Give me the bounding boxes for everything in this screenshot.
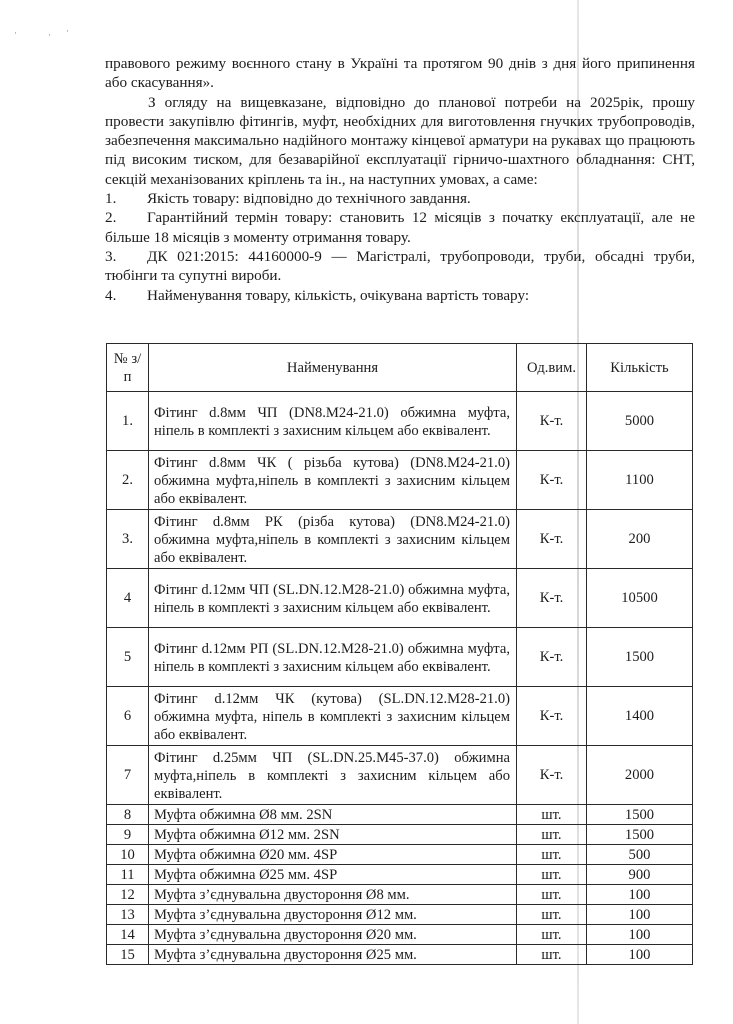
cell-number: 14 — [107, 925, 149, 945]
table-row — [107, 865, 693, 885]
cell-name: Фітинг d.8мм ЧП (DN8.M24-21.0) обжимна муфта, ніпель в комплекті з захисним кільцем або еквівалент. — [149, 392, 517, 451]
cell-quantity: 1400 — [587, 687, 693, 746]
list-item-text: Найменування товару, кількість, очікувана вартість товару: — [147, 286, 530, 304]
cell-quantity: 200 — [587, 510, 693, 569]
cell-quantity: 100 — [587, 885, 693, 905]
cell-name: Муфта з’єднувальна двустороння Ø25 мм. — [149, 945, 517, 965]
cell-quantity: 1500 — [587, 825, 693, 845]
cell-unit: К-т. — [517, 687, 587, 746]
table-row — [107, 746, 693, 805]
cell-number: 8 — [107, 805, 149, 825]
list-item-number: 4. — [105, 286, 117, 304]
table-body — [107, 392, 693, 965]
cell-name: Муфта з’єднувальна двустороння Ø20 мм. — [149, 925, 517, 945]
cell-quantity: 500 — [587, 845, 693, 865]
cell-unit: К-т. — [517, 746, 587, 805]
cell-name: Муфта обжимна Ø12 мм. 2SN — [149, 825, 517, 845]
list-item-number: 1. — [105, 190, 117, 208]
cell-unit: шт. — [517, 865, 587, 885]
cell-number: 6 — [107, 687, 149, 746]
table-row — [107, 392, 693, 451]
cell-number: 5 — [107, 628, 149, 687]
table-row — [107, 451, 693, 510]
header-name: Найменування — [149, 344, 517, 392]
cell-name: Муфта обжимна Ø25 мм. 4SP — [149, 865, 517, 885]
list-item — [105, 189, 695, 208]
scan-speck: · — [66, 26, 69, 36]
table-row — [107, 925, 693, 945]
cell-name: Муфта з’єднувальна двустороння Ø12 мм. — [149, 905, 517, 925]
cell-number: 15 — [107, 945, 149, 965]
cell-number: 10 — [107, 845, 149, 865]
list-item-text: Якість товару: відповідно до технічного завдання. — [147, 190, 471, 208]
cell-quantity: 900 — [587, 865, 693, 885]
scan-speck: · — [48, 30, 51, 40]
cell-name: Фітинг d.12мм РП (SL.DN.12.M28-21.0) обжимна муфта, ніпель в комплекті з захисним кільцем або еквівалент. — [149, 628, 517, 687]
cell-number: 1. — [107, 392, 149, 451]
cell-quantity: 5000 — [587, 392, 693, 451]
list-item — [105, 208, 695, 247]
cell-name: Фітинг d.12мм ЧП (SL.DN.12.M28-21.0) обжимна муфта, ніпель в комплекті з захисним кільцем або еквівалент. — [149, 569, 517, 628]
cell-number: 11 — [107, 865, 149, 885]
cell-unit: К-т. — [517, 569, 587, 628]
cell-unit: К-т. — [517, 510, 587, 569]
list-item — [105, 247, 695, 286]
table-row — [107, 885, 693, 905]
goods-table — [106, 343, 693, 965]
cell-name: Муфта з’єднувальна двустороння Ø8 мм. — [149, 885, 517, 905]
cell-unit: шт. — [517, 845, 587, 865]
cell-unit: К-т. — [517, 392, 587, 451]
cell-name: Фітинг d.8мм РК (різба кутова) (DN8.M24-21.0) обжимна муфта,ніпель в комплекті з захисним кільцем або еквівалент. — [149, 510, 517, 569]
list-item — [105, 286, 695, 305]
cell-number: 7 — [107, 746, 149, 805]
table-row — [107, 945, 693, 965]
cell-number: 9 — [107, 825, 149, 845]
header-unit: Од.вим. — [517, 344, 587, 392]
header-quantity: Кількість — [587, 344, 693, 392]
table-row — [107, 569, 693, 628]
cell-unit: К-т. — [517, 451, 587, 510]
table-row — [107, 805, 693, 825]
header-number: № з/п — [107, 344, 149, 392]
table-row — [107, 510, 693, 569]
cell-quantity: 100 — [587, 925, 693, 945]
scan-speck: · — [14, 28, 17, 38]
table-row — [107, 905, 693, 925]
list-item-number: 2. — [105, 209, 117, 227]
cell-number: 4 — [107, 569, 149, 628]
table-header-row — [107, 344, 693, 392]
cell-quantity: 100 — [587, 905, 693, 925]
cell-quantity: 1500 — [587, 628, 693, 687]
cell-quantity: 10500 — [587, 569, 693, 628]
paragraph-continuation: правового режиму воєнного стану в Україні та протягом 90 днів з дня його припинення або скасування». — [105, 55, 695, 92]
cell-number: 13 — [107, 905, 149, 925]
table-row — [107, 628, 693, 687]
cell-name: Фітинг d.12мм ЧК (кутова) (SL.DN.12.M28-21.0) обжимна муфта, ніпель в комплекті з захисним кільцем або еквівалент. — [149, 687, 517, 746]
cell-number: 12 — [107, 885, 149, 905]
cell-quantity: 2000 — [587, 746, 693, 805]
table-row — [107, 687, 693, 746]
list-item-text: Гарантійний термін товару: становить 12 місяців з початку експлуатації, але не більше 18 місяців з моменту отримання товару. — [105, 209, 695, 246]
list-item-text: ДК 021:2015: 44160000-9 — Магістралі, трубопроводи, труби, обсадні труби, тюбінги та супутні вироби. — [105, 247, 695, 285]
table-row — [107, 825, 693, 845]
cell-unit: шт. — [517, 805, 587, 825]
table-row — [107, 845, 693, 865]
cell-name: Муфта обжимна Ø20 мм. 4SP — [149, 845, 517, 865]
cell-quantity: 1500 — [587, 805, 693, 825]
paragraph-request: З огляду на вищевказане, відповідно до планової потреби на 2025рік, прошу провести закупівлю фітингів, муфт, необхідних для виготовлення гнучких трубопроводів, забезпечення максимально надійного монтажу кінцевої арматури на рукавах що працюють під високим тиском, для безаварійної експлуатації гірничо-шахтного обладнання: СНТ, секцій механізованих кріплень та ін., на наступних умовах, а саме: — [105, 93, 695, 188]
cell-unit: шт. — [517, 925, 587, 945]
cell-number: 2. — [107, 451, 149, 510]
list-item-number: 3. — [105, 247, 117, 265]
cell-quantity: 1100 — [587, 451, 693, 510]
cell-unit: шт. — [517, 945, 587, 965]
cell-quantity: 100 — [587, 945, 693, 965]
cell-unit: шт. — [517, 885, 587, 905]
cell-name: Фітинг d.8мм ЧК ( різьба кутова) (DN8.M24-21.0) обжимна муфта,ніпель в комплекті з захисним кільцем або еквівалент. — [149, 451, 517, 510]
cell-name: Фітинг d.25мм ЧП (SL.DN.25.M45-37.0) обжимна муфта,ніпель в комплекті з захисним кільцем або еквівалент. — [149, 746, 517, 805]
cell-name: Муфта обжимна Ø8 мм. 2SN — [149, 805, 517, 825]
cell-unit: шт. — [517, 905, 587, 925]
cell-unit: шт. — [517, 825, 587, 845]
cell-unit: К-т. — [517, 628, 587, 687]
document-body — [105, 54, 695, 305]
cell-number: 3. — [107, 510, 149, 569]
